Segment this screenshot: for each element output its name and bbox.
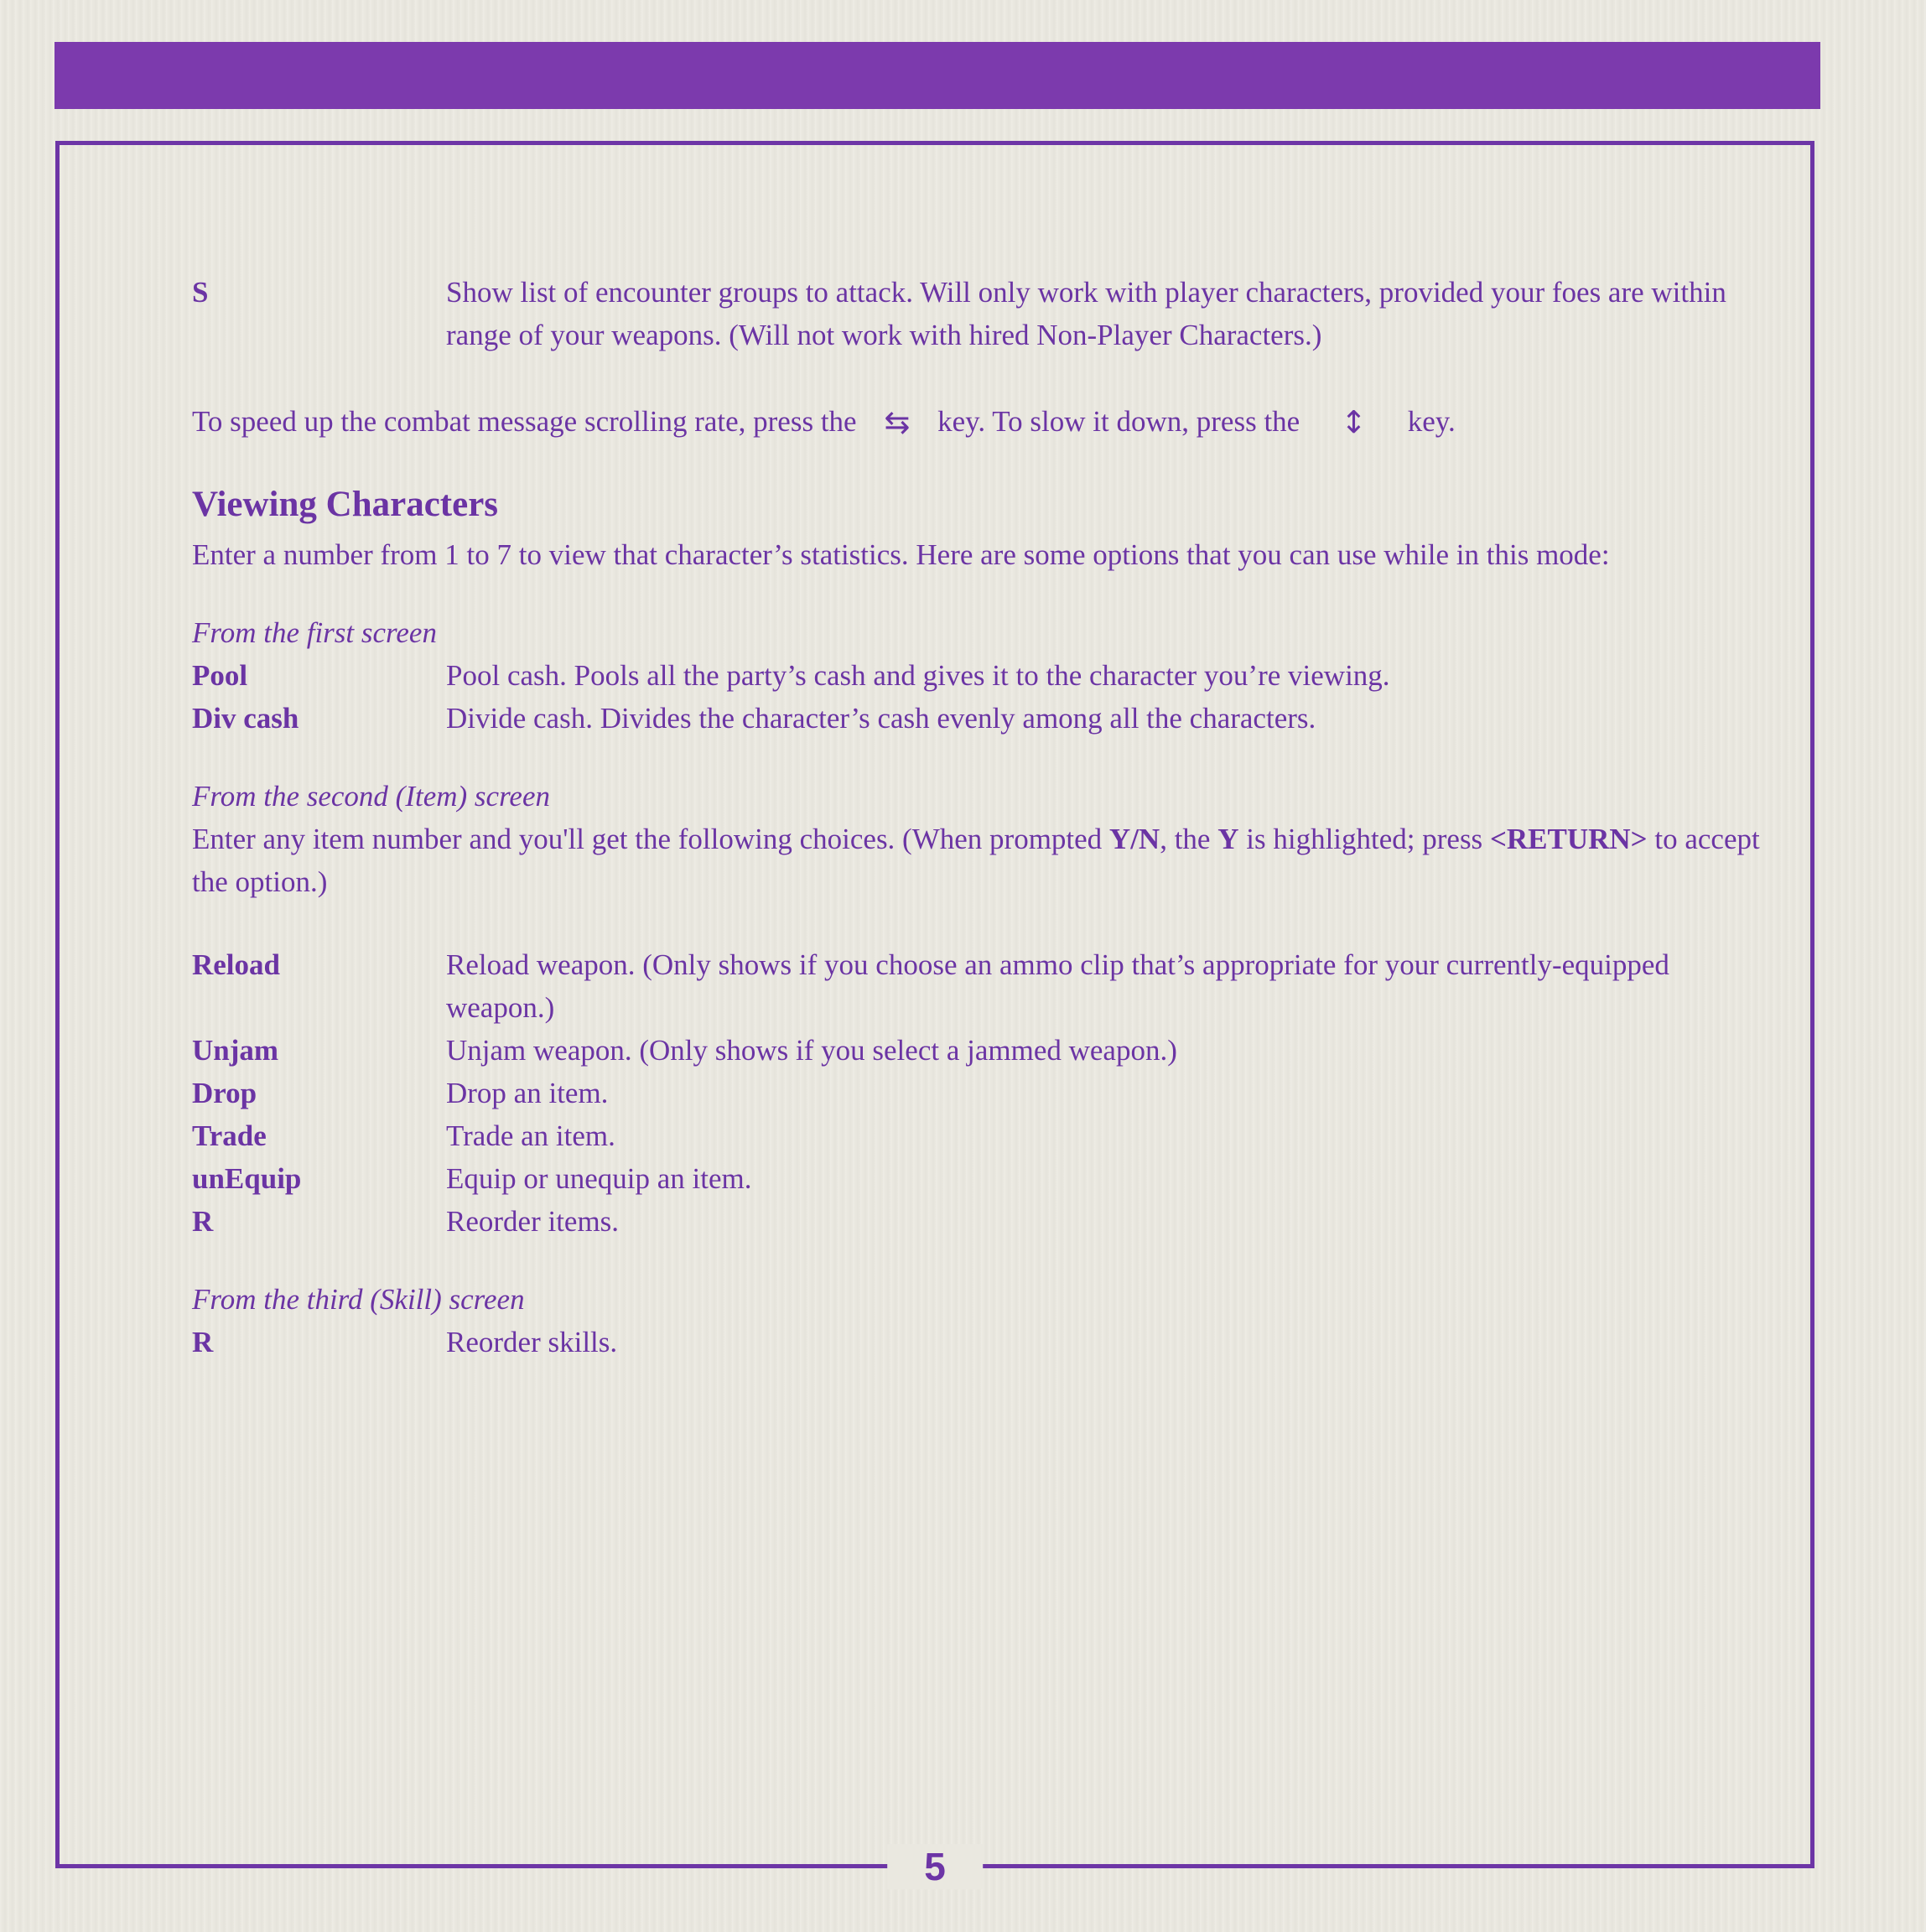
entry-row bbox=[192, 943, 1773, 1029]
intro-text: Enter any item number and you'll get the following choices. (When prompted bbox=[192, 823, 1109, 855]
entry-key: Div cash bbox=[192, 702, 299, 735]
entry-description: Pool cash. Pools all the party’s cash and gives it to the character you’re viewing. bbox=[446, 659, 1390, 692]
content-frame bbox=[55, 141, 1814, 1889]
entry-key: Unjam bbox=[192, 1034, 279, 1067]
entry-description: Trade an item. bbox=[446, 1119, 615, 1152]
page-number-value: 5 bbox=[924, 1845, 946, 1889]
entry-key: R bbox=[192, 1205, 214, 1238]
scroll-note-text: To speed up the combat message scrolling rate, press the bbox=[192, 405, 857, 438]
section-intro: Enter a number from 1 to 7 to view that character’s statistics. Here are some options that you can use while in this mode: bbox=[192, 538, 1610, 571]
subsection-heading-item-screen: From the second (Item) screen bbox=[192, 780, 550, 813]
top-banner bbox=[55, 42, 1820, 109]
entry-row bbox=[192, 697, 1773, 740]
subsection-heading-first-screen: From the first screen bbox=[192, 616, 437, 649]
entry-row bbox=[192, 1200, 1773, 1243]
entry-row bbox=[192, 1157, 1773, 1200]
return-key-label: <RETURN> bbox=[1489, 823, 1648, 855]
entry-row bbox=[192, 1029, 1773, 1072]
page-content bbox=[60, 145, 1810, 1363]
entry-description: Unjam weapon. (Only shows if you select a jammed weapon.) bbox=[446, 1034, 1177, 1067]
entry-description: Divide cash. Divides the character’s cash evenly among all the characters. bbox=[446, 702, 1316, 735]
speed-up-key-icon: ⇆ bbox=[884, 404, 911, 440]
scroll-speed-note bbox=[192, 399, 1773, 443]
yn-prompt-label: Y/N bbox=[1108, 823, 1160, 855]
y-highlight-label: Y bbox=[1217, 823, 1239, 855]
entry-key: Pool bbox=[192, 659, 248, 692]
entry-row bbox=[192, 654, 1773, 697]
entry-description: Drop an item. bbox=[446, 1077, 609, 1109]
entry-row bbox=[192, 1321, 1773, 1363]
entry-key: Drop bbox=[192, 1077, 257, 1109]
command-description: Show list of encounter groups to attack. Will only work with player characters, provided your foes are within range of your weapons. (Will not work with hired Non-Player Characters.) bbox=[446, 276, 1726, 351]
entry-row bbox=[192, 1072, 1773, 1114]
entry-key: Trade bbox=[192, 1119, 267, 1152]
entry-description: Reorder skills. bbox=[446, 1326, 618, 1358]
item-screen-intro bbox=[192, 818, 1773, 903]
item-entry-list bbox=[192, 943, 1773, 1243]
subsection-heading-skill-screen: From the third (Skill) screen bbox=[192, 1283, 525, 1316]
intro-text: is highlighted; press bbox=[1238, 823, 1490, 855]
section-title: Viewing Characters bbox=[192, 485, 499, 524]
intro-text: to accept the option.) bbox=[192, 823, 1760, 898]
command-row-s bbox=[192, 271, 1773, 356]
slow-down-key-icon: ↕ bbox=[1340, 404, 1367, 440]
scroll-note-text: key. bbox=[1407, 405, 1456, 438]
entry-description: Equip or unequip an item. bbox=[446, 1162, 752, 1195]
command-key: S bbox=[192, 276, 209, 309]
intro-text: , the bbox=[1160, 823, 1218, 855]
entry-key: R bbox=[192, 1326, 214, 1358]
entry-key: unEquip bbox=[192, 1162, 302, 1195]
entry-key: Reload bbox=[192, 948, 280, 981]
page-number bbox=[887, 1844, 983, 1889]
entry-row bbox=[192, 1114, 1773, 1157]
entry-description: Reload weapon. (Only shows if you choose an ammo clip that’s appropriate for your currently-equipped weapon.) bbox=[446, 948, 1669, 1024]
scroll-note-text: key. To slow it down, press the bbox=[937, 405, 1300, 438]
entry-description: Reorder items. bbox=[446, 1205, 620, 1238]
